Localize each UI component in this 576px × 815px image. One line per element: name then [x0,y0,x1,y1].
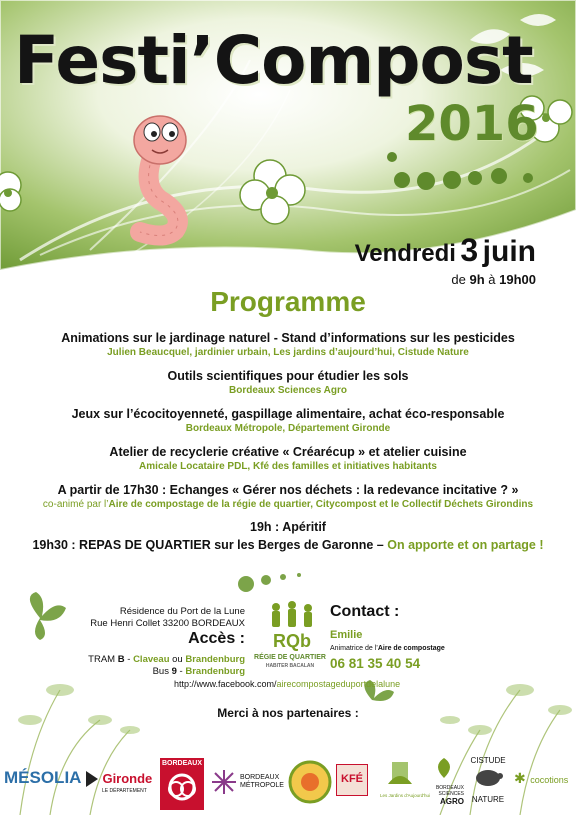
metropole-star-icon [210,768,238,796]
mesolia-logo: MÉSOLIA [4,768,82,787]
partners-title: Merci à nos partenaires : [217,706,359,720]
repas-highlight: On apporte et on partage ! [387,538,544,552]
program-item-host: co-animé par l’Aire de compostage de la régie de quartier, Citycompost et le Collectif Déchets Girondins [42,499,534,510]
program-item-title: Outils scientifiques pour étudier les sols [167,369,409,383]
bordeaux-crescent-icon [160,767,204,805]
access-title: Accès : [188,630,245,647]
program-item-host: Bordeaux Métropole, Département Gironde [185,423,391,434]
program-item-host: Bordeaux Sciences Agro [228,385,347,396]
date-day: Vendredi [354,240,456,267]
program-item [0,482,576,511]
cocotions-star-icon: ✱ [514,770,526,786]
bus-line: Bus 9 - Brandenburg [152,666,245,677]
program-item [0,368,576,397]
rqb-caption: RÉGIE DE QUARTIER HABITER BACALAN [254,654,326,669]
contact-phone[interactable]: 06 81 35 40 54 [330,656,421,671]
contact-title: Contact : [330,603,400,620]
cistude-nature-logo: CISTUDE NATURE [470,756,506,804]
program-title: Programme [210,286,366,317]
partner-logos [0,754,576,815]
event-title: Festi’Compost [14,22,533,99]
date-month: juin [482,235,536,268]
jardins-house-icon [380,758,420,788]
bordeaux-logo: BORDEAUX [160,758,204,810]
program-item-host: Julien Beaucquel, jardinier urbain, Les jardins d’aujourd’hui, Cistude Nature [107,347,469,358]
program-item [0,330,576,359]
facebook-link[interactable]: http://www.facebook.com/airecompostageduportdelalune [174,679,401,689]
agro-leaf-icon [430,756,458,780]
program-item-title: Jeux sur l’écocitoyenneté, gaspillage alimentaire, achat éco-responsable [71,407,505,421]
program-item [0,406,576,435]
contact-name: Emilie [330,629,363,641]
event-year: 2016 [405,96,539,152]
event-date [355,232,536,269]
program-item-host: Amicale Locataire PDL, Kfé des familles et initiatives habitants [139,461,437,472]
repas-line: 19h30 : REPAS DE QUARTIER sur les Berges de Garonne – On apporte et on partage ! [32,538,544,552]
program-list [0,330,576,520]
svg-text:RQb: RQb [273,631,311,651]
apero-line: 19h : Apéritif [250,520,326,534]
venue-address: Résidence du Port de la Lune Rue Henri Collet 33200 BORDEAUX [90,606,245,629]
bordeaux-sciences-agro-logo: BORDEAUX SCIENCES AGRO [424,756,464,806]
gironde-arrow-icon [86,771,98,787]
kfe-logo: KFÉ [336,764,368,796]
butterfly-icon [30,592,66,640]
gironde-logo: Gironde LE DÉPARTEMENT [86,770,152,794]
program-item-title: Animations sur le jardinage naturel - Stand d’informations sur les pesticides [61,331,515,345]
contact-role: Animatrice de l’Aire de compostage [330,645,445,652]
program-item [0,444,576,473]
transport-info [88,654,245,678]
amicale-logo [288,760,332,804]
event-hours: de 9h à 19h00 [451,272,536,287]
cocotions-logo: ✱ cocotions [514,770,569,786]
turtle-icon [473,766,503,790]
program-item-title: Atelier de recyclerie créative « Créarécup » et atelier cuisine [109,445,467,459]
start-time: 9h [469,272,485,287]
end-time: 19h00 [499,272,536,287]
tram-line: TRAM B - Claveau ou Brandenburg [88,654,245,665]
bordeaux-metropole-logo: BORDEAUX MÉTROPOLE [210,768,238,801]
date-number: 3 [460,232,479,268]
jardins-logo: Les Jardins d'Aujourd'hui [380,758,420,802]
program-item-title: A partir de 17h30 : Echanges « Gérer nos déchets : la redevance incitative ? » [57,483,519,497]
